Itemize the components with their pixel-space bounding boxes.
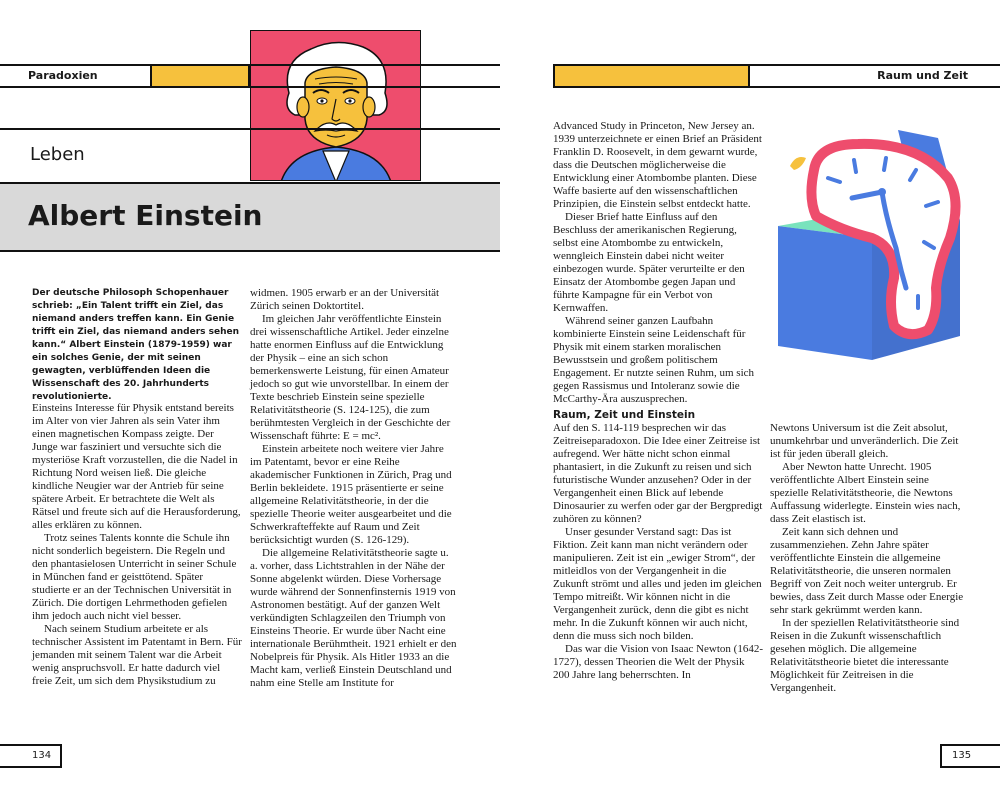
melting-clock-illustration <box>768 118 968 368</box>
paragraph: Nach seinem Studium arbeitete er als technischer Assistent im Patentamt in Bern. Für jemanden mit seinem Talent war die Arbeit wenig anspruchsvoll. Er hatte dadurch viel freie Zeit, um sich dem Physikstudium zu <box>32 623 242 687</box>
paragraph: Im gleichen Jahr veröffentlichte Einstein drei wissenschaftliche Artikel. Jeder einzelne hatte enormen Einfluss auf die Entwicklung der Physik – eine an sich schon bemerkenswerte Leistung, für einen Amateur jedoch so gut wie unvorstellbar. In einem der Texte beschrieb Einstein seine spezielle Relativitätstheorie (S. 124-125), die zum berühmtesten Vergleich in der Geschichte der Wissenschaft führte: E = mc². <box>250 313 451 442</box>
paragraph: Unser gesunder Verstand sagt: Das ist Fiktion. Zeit kann man nicht verändern oder manipulieren. Zeit ist ein „ewiger Strom“, der mitleidlos von der Vergangenheit in die Zukunft strömt und alles und jeden im gleichen Tempo mitreißt. Wir können nicht in die Vergangenheit zurück, denn die gibt es nicht mehr. In die Zukunft können wir auch nicht, denn die muss sich noch bilden. <box>553 526 762 642</box>
footer-bar-right <box>940 744 1000 768</box>
paragraph: Das war die Vision von Isaac Newton (1642-1727), dessen Theorien die Welt der Physik 200 Jahre lang beherrschten. In <box>553 643 764 681</box>
lead-paragraph: Der deutsche Philosoph Schopenhauer schrieb: „Ein Talent trifft ein Ziel, das niemand anders treffen kann. Ein Genie trifft ein Ziel, das niemand anders sehen kann.“ Albert Einstein (1879-1959) war ein solches Genie, der mit seinen gewagten, verblüffenden Ideen die Wissenschaft des 20. Jahrhunderts revolutionierte. <box>32 288 240 402</box>
right-column-1-bottom <box>553 422 763 682</box>
paragraph: Dieser Brief hatte Einfluss auf den Beschluss der amerikanischen Regierung, selbst eine Atombombe zu entwickeln, wenngleich Einstein dabei nicht weiter einbezogen wurde. Später verurteilte er den Einsatz der Atombombe gegen Japan und führte Kampagne für ein Verbot von Kernwaffen. <box>553 211 745 314</box>
paragraph: Advanced Study in Princeton, New Jersey an. 1939 unterzeichnete er einen Brief an Präsident Franklin D. Roosevelt, in dem gewarnt wurde, dass die Deutschen möglicherweise die Entwicklung einer Atombombe planten. Diese Waffe basierte auf den wissenschaftlichen Prinzipien, die Einstein selbst entdeckt hatte. <box>553 120 762 210</box>
subheading: Raum, Zeit und Einstein <box>553 409 696 421</box>
paragraph: Trotz seines Talents konnte die Schule ihn nicht sonderlich begeistern. Die Regeln und den phantasielosen Unterricht in seiner Schule in München fand er geisttötend. Später studierte er an der Technischen Universität in Zürich. Die dortigen Lehrmethoden gefielen ihm jedoch auch nicht viel besser. <box>32 532 237 622</box>
running-head-left: Paradoxien <box>28 69 98 82</box>
running-head-accent-right <box>553 66 750 86</box>
article-title: Albert Einstein <box>28 199 263 232</box>
left-column-1 <box>32 402 242 688</box>
page-number-right: 135 <box>952 750 972 761</box>
title-bar <box>0 182 500 252</box>
left-column-2 <box>250 287 458 690</box>
running-head-bar-left <box>0 64 500 88</box>
right-column-2 <box>770 422 970 695</box>
paragraph: Einstein arbeitete noch weitere vier Jahre im Patentamt, bevor er eine Reihe akademischer Funktionen in Zürich, Prag und Berlin bekleidete. 1915 präsentierte er seine allgemeine Relativitätstheorie, in der die spezielle Theorie weiter ausgearbeitet und die Schwerkrafteffekte auf Raum und Zeit berücksichtigt wurden (S. 126-129). <box>250 443 452 546</box>
running-head-bar-right <box>553 64 1000 88</box>
page-number-left: 134 <box>32 750 52 761</box>
running-head-right: Raum und Zeit <box>877 69 968 82</box>
running-head-accent-left <box>150 66 250 86</box>
section-label-row <box>0 128 500 182</box>
paragraph: Newtons Universum ist die Zeit absolut, unumkehrbar und unveränderlich. Die Zeit ist für jeden überall gleich. <box>770 422 959 460</box>
section-label: Leben <box>30 144 85 165</box>
paragraph: Einsteins Interesse für Physik entstand bereits im Alter von vier Jahren als sein Vater ihm einen magnetischen Kompass zeigte. Der Junge war fasziniert und versuchte sich die mysteriöse Kraft vorzustellen, die die Nadel in Richtung Nord weisen ließ. Die gleiche kindliche Neugier war der Antrieb für seine spätere Arbeit. Er betrachtete die Welt als Rätsel und freute sich auf die Herausforderung, alles erklären zu können. <box>32 402 241 531</box>
paragraph: Die allgemeine Relativitätstheorie sagte u. a. vorher, dass Lichtstrahlen in der Nähe der Sonne abgelenkt würden. Diese Vorhersage wurde während der Sonnenfinsternis 1919 von Astronomen bestätigt. Auf der ganzen Welt verkündigten Schlagzeilen den Triumph von Einsteins Theorie. Er wurde über Nacht eine internationale Berühmtheit. 1921 erhielt er den Nobelpreis für Physik. Als Hitler 1933 an die Macht kam, verließ Einstein Deutschland und nahm eine Stelle am Institute for <box>250 547 457 689</box>
footer-bar-left <box>0 744 62 768</box>
paragraph: Aber Newton hatte Unrecht. 1905 veröffentlichte Albert Einstein seine spezielle Relativitätstheorie, die Newtons Auffassung widerlegte. Einstein wies nach, dass Zeit elastisch ist. <box>770 461 961 525</box>
paragraph: Auf den S. 114-119 besprechen wir das Zeitreiseparadoxon. Die Idee einer Zeitreise ist aufregend. Wer hätte nicht schon einmal phantasiert, in die Zukunft zu reisen und sich futuristische Wunder anzusehen? Oder in der Vergangenheit einen Blick auf lebende Dinosaurier zu werfen oder gar der Bergpredigt zuhören zu können? <box>553 422 763 525</box>
paragraph: Während seiner ganzen Laufbahn kombinierte Einstein seine Leidenschaft für Physik mit einem starken moralischen Bewusstsein und großem politischem Engagement. Er nutzte seinen Ruhm, um sich gegen Rassismus und Intoleranz sowie die McCarthy-Ära auszusprechen. <box>553 315 755 405</box>
right-column-1-top <box>553 120 763 406</box>
paragraph: Zeit kann sich dehnen und zusammenziehen. Zehn Jahre später veröffentlichte Einstein die allgemeine Relativitätstheorie, die unseren normalen Begriff von Zeit noch weiter untergrub. Er bewies, dass Zeit durch Masse oder Energie sehr stark gekrümmt werden kann. <box>770 526 964 616</box>
paragraph: widmen. 1905 erwarb er an der Universität Zürich seinen Doktortitel. <box>250 287 440 312</box>
paragraph: In der speziellen Relativitätstheorie sind Reisen in die Zukunft wissenschaftlich gesehen möglich. Die allgemeine Relativitätstheorie bietet die interessante Möglichkeit für Zeitreisen in die Vergangenheit. <box>770 617 960 694</box>
